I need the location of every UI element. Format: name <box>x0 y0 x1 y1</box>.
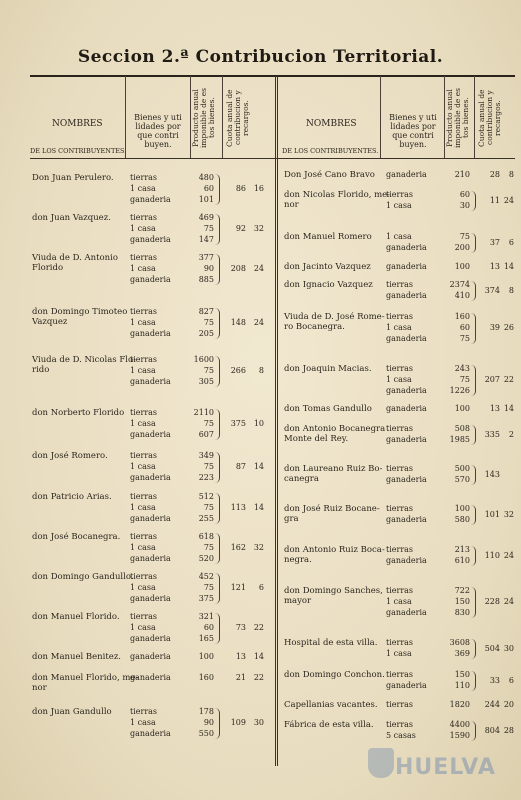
right-property-type: ganaderia <box>386 170 427 179</box>
right-product-value: 60 <box>459 190 470 199</box>
right-property-type: ganaderia <box>386 681 427 690</box>
right-header-contribuyentes: DE LOS CONTRIBUYENTES. <box>282 147 379 155</box>
right-product-value: 243 <box>454 364 470 373</box>
right-property-type: tierras <box>386 504 414 513</box>
right-cuota-maravedis: 14 <box>503 404 514 413</box>
right-header-bienes: Bienes y uti lidades por que contri buyen. <box>389 113 437 149</box>
right-property-type: 1 casa <box>386 597 412 606</box>
right-property-type: ganaderia <box>386 386 427 395</box>
right-contributor-name: don Antonio Ruiz Boca- <box>284 545 385 555</box>
left-contributor-name: don Juan Gandullo <box>32 707 112 717</box>
left-product-value: 60 <box>203 184 214 193</box>
left-product-value: 305 <box>198 377 214 386</box>
left-cuota-reales: 87 <box>235 462 246 471</box>
left-cuota-reales: 113 <box>230 503 246 512</box>
right-property-type: ganaderia <box>386 262 427 271</box>
left-product-value: 512 <box>198 492 214 501</box>
right-cuota-reales: 244 <box>484 700 500 709</box>
right-contributor-name: don Jacinto Vazquez <box>284 262 371 272</box>
left-cuota-reales: 266 <box>230 366 246 375</box>
right-property-type: tierras <box>386 464 414 473</box>
right-product-value: 410 <box>454 291 470 300</box>
right-cuota-maravedis: 2 <box>508 429 514 439</box>
left-brace <box>215 214 220 245</box>
right-property-type: ganaderia <box>386 243 427 252</box>
left-property-type: ganaderia <box>130 594 171 603</box>
right-cuota-reales: 13 <box>489 404 500 413</box>
left-cuota-reales: 109 <box>230 718 246 727</box>
left-header-contribuyentes: DE LOS CONTRIBUYENTES. <box>30 147 127 155</box>
right-product-value: 60 <box>459 323 470 332</box>
left-property-type: tierras <box>130 408 158 417</box>
left-property-type: 1 casa <box>130 224 156 233</box>
left-contributor-name: don Domingo Gandullo. <box>32 572 134 582</box>
right-property-type: tierras <box>386 190 414 199</box>
right-product-value: 570 <box>454 475 470 484</box>
left-cuota-maravedis: 24 <box>253 318 264 327</box>
left-cuota-reales: 121 <box>230 583 246 592</box>
left-product-value: 100 <box>198 652 214 661</box>
right-cuota-reales: 110 <box>484 550 500 560</box>
left-cuota-reales: 375 <box>230 419 246 428</box>
right-product-value: 30 <box>459 201 470 210</box>
right-cuota-reales: 143 <box>484 469 500 479</box>
left-cuota-maravedis: 30 <box>253 718 264 727</box>
right-property-type: tierras <box>386 280 414 289</box>
right-property-type: tierras <box>386 545 414 554</box>
left-product-value: 349 <box>198 451 214 460</box>
right-contributor-name: don Tomas Gandullo <box>284 404 372 414</box>
right-header-cuota: Cuota anual de contribucion y recargos. <box>477 89 502 147</box>
right-product-value: 610 <box>454 556 470 565</box>
right-product-value: 110 <box>454 681 470 690</box>
left-cuota-maravedis: 8 <box>258 366 264 375</box>
right-property-type: ganaderia <box>386 435 427 444</box>
left-property-type: 1 casa <box>130 184 156 193</box>
left-property-type: ganaderia <box>130 195 171 204</box>
right-property-type: ganaderia <box>386 404 427 413</box>
right-cuota-reales: 39 <box>489 323 500 332</box>
header-top-rule <box>30 75 515 77</box>
left-property-type: ganaderia <box>130 473 171 482</box>
left-product-value: 1600 <box>193 355 214 364</box>
right-property-type: tierras <box>386 312 414 321</box>
right-cuota-maravedis: 26 <box>503 323 514 332</box>
right-product-value: 1820 <box>449 700 470 709</box>
right-sep-2 <box>444 76 445 158</box>
left-product-value: 223 <box>198 473 214 482</box>
left-property-type: tierras <box>130 451 158 460</box>
center-divider <box>275 76 278 766</box>
right-property-type: 1 casa <box>386 649 412 658</box>
left-sep-1 <box>125 76 126 158</box>
left-cuota-maravedis: 16 <box>253 184 264 193</box>
right-property-type: tierras <box>386 364 414 373</box>
right-cuota-maravedis: 24 <box>503 597 514 606</box>
left-property-type: ganaderia <box>130 329 171 338</box>
left-product-value: 885 <box>198 275 214 284</box>
left-brace <box>215 308 220 339</box>
right-cuota-maravedis: 8 <box>508 170 514 179</box>
left-cuota-reales: 13 <box>235 652 246 661</box>
left-product-value: 469 <box>198 213 214 222</box>
left-property-type: tierras <box>130 173 158 182</box>
right-property-type: ganaderia <box>386 515 427 524</box>
right-product-value: 1226 <box>449 386 470 395</box>
left-product-value: 550 <box>198 729 214 738</box>
left-product-value: 60 <box>203 623 214 632</box>
right-cuota-reales: 374 <box>484 285 500 295</box>
right-contributor-name: don Ignacio Vazquez <box>284 280 373 290</box>
right-contributor-name: don Domingo Conchon. <box>284 670 385 680</box>
right-product-value: 213 <box>454 545 470 554</box>
right-sep-1 <box>380 76 381 158</box>
left-property-type: 1 casa <box>130 264 156 273</box>
left-product-value: 321 <box>198 612 214 621</box>
left-brace <box>215 708 220 739</box>
right-property-type: ganaderia <box>386 608 427 617</box>
left-product-value: 607 <box>198 430 214 439</box>
left-product-value: 75 <box>203 366 214 375</box>
left-property-type: 1 casa <box>130 462 156 471</box>
right-cuota-reales: 11 <box>489 195 500 205</box>
left-property-type: ganaderia <box>130 377 171 386</box>
left-property-type: tierras <box>130 707 158 716</box>
left-brace <box>215 409 220 440</box>
right-cuota-maravedis: 30 <box>503 643 514 653</box>
left-product-value: 452 <box>198 572 214 581</box>
right-cuota-reales: 28 <box>489 170 500 179</box>
left-header-nombres: NOMBRES <box>52 119 103 129</box>
right-cuota-reales: 335 <box>484 429 500 439</box>
right-product-value: 75 <box>459 232 470 241</box>
right-property-type: 5 casas <box>386 731 416 740</box>
left-header-bienes: Bienes y uti lidades por que contri buyen. <box>134 113 182 149</box>
right-property-type: ganaderia <box>386 556 427 565</box>
right-product-value: 75 <box>459 334 470 343</box>
left-cuota-maravedis: 6 <box>258 583 264 592</box>
right-cuota-reales: 33 <box>489 675 500 685</box>
left-property-type: tierras <box>130 492 158 501</box>
right-cuota-maravedis: 24 <box>503 550 514 560</box>
left-brace <box>215 493 220 524</box>
right-cuota-reales: 13 <box>489 262 500 271</box>
left-product-value: 2110 <box>193 408 214 417</box>
left-property-type: ganaderia <box>130 275 171 284</box>
right-property-type: 1 casa <box>386 201 412 210</box>
right-cuota-maravedis: 20 <box>503 700 514 709</box>
left-brace <box>215 174 220 205</box>
left-cuota-maravedis: 14 <box>253 652 264 661</box>
right-contributor-name: gra <box>284 514 299 524</box>
left-contributor-name: Florido <box>32 263 64 273</box>
left-property-type: tierras <box>130 612 158 621</box>
left-sep-2 <box>190 76 191 158</box>
left-brace <box>215 356 220 387</box>
left-product-value: 520 <box>198 554 214 563</box>
right-product-value: 508 <box>454 424 470 433</box>
right-product-value: 1590 <box>449 731 470 740</box>
left-contributor-name: don José Romero. <box>32 451 108 461</box>
left-product-value: 160 <box>198 673 214 682</box>
right-header-nombres: NOMBRES <box>306 119 357 129</box>
left-contributor-name: Viuda de D. Antonio <box>32 253 118 263</box>
left-cuota-maravedis: 10 <box>253 419 264 428</box>
left-cuota-reales: 208 <box>230 264 246 273</box>
left-brace <box>215 533 220 564</box>
right-cuota-maravedis: 24 <box>503 195 514 205</box>
left-cuota-maravedis: 24 <box>253 264 264 273</box>
left-property-type: tierras <box>130 572 158 581</box>
left-cuota-maravedis: 14 <box>253 462 264 471</box>
left-brace <box>215 613 220 644</box>
right-product-value: 200 <box>454 243 470 252</box>
right-contributor-name: nor <box>284 200 299 210</box>
right-cuota-maravedis: 14 <box>503 262 514 271</box>
library-seal-icon <box>368 748 394 778</box>
right-cuota-maravedis: 8 <box>508 285 514 295</box>
right-contributor-name: don Domingo Sanches, <box>284 586 383 596</box>
right-contributor-name: Hospital de esta villa. <box>284 638 378 648</box>
left-sep-3 <box>222 76 223 158</box>
left-product-value: 101 <box>198 195 214 204</box>
right-contributor-name: Viuda de D. José Rome- <box>284 312 385 322</box>
left-product-value: 75 <box>203 583 214 592</box>
right-contributor-name: ro Bocanegra. <box>284 322 345 332</box>
left-product-value: 90 <box>203 264 214 273</box>
left-brace <box>215 573 220 604</box>
right-product-value: 500 <box>454 464 470 473</box>
right-cuota-reales: 228 <box>484 597 500 606</box>
left-brace <box>215 254 220 285</box>
left-property-type: 1 casa <box>130 583 156 592</box>
left-cuota-maravedis: 32 <box>253 224 264 233</box>
left-cuota-maravedis: 22 <box>253 623 264 632</box>
left-product-value: 480 <box>198 173 214 182</box>
library-watermark: HUELVA <box>395 755 496 780</box>
left-header-producto: Producto anual imponible de es tos bienes. <box>191 88 216 148</box>
left-property-type: ganaderia <box>130 235 171 244</box>
right-product-value: 150 <box>454 597 470 606</box>
right-contributor-name: Fábrica de esta villa. <box>284 720 374 730</box>
left-property-type: 1 casa <box>130 366 156 375</box>
left-property-type: ganaderia <box>130 514 171 523</box>
right-property-type: tierras <box>386 670 414 679</box>
left-contributor-name: don Domingo Timoteo <box>32 307 128 317</box>
right-property-type: ganaderia <box>386 291 427 300</box>
left-property-type: ganaderia <box>130 652 171 661</box>
left-property-type: ganaderia <box>130 430 171 439</box>
left-cuota-reales: 162 <box>230 543 246 552</box>
right-product-value: 100 <box>454 504 470 513</box>
right-cuota-maravedis: 6 <box>508 675 514 685</box>
right-property-type: ganaderia <box>386 334 427 343</box>
right-property-type: ganaderia <box>386 475 427 484</box>
left-property-type: ganaderia <box>130 673 171 682</box>
right-contributor-name: negra. <box>284 555 312 565</box>
left-cuota-reales: 92 <box>235 224 246 233</box>
right-property-type: 1 casa <box>386 375 412 384</box>
right-cuota-reales: 804 <box>484 725 500 735</box>
header-bottom-rule <box>30 158 515 159</box>
left-contributor-name: Don Juan Perulero. <box>32 173 114 183</box>
right-product-value: 150 <box>454 670 470 679</box>
right-product-value: 580 <box>454 515 470 524</box>
left-product-value: 618 <box>198 532 214 541</box>
left-contributor-name: Vazquez <box>32 317 68 327</box>
right-contributor-name: don Joaquin Macias. <box>284 364 372 374</box>
left-property-type: tierras <box>130 307 158 316</box>
right-contributor-name: don José Ruiz Bocane- <box>284 504 380 514</box>
right-property-type: tierras <box>386 424 414 433</box>
left-property-type: 1 casa <box>130 543 156 552</box>
left-product-value: 375 <box>198 594 214 603</box>
right-property-type: 1 casa <box>386 232 412 241</box>
right-contributor-name: Monte del Rey. <box>284 434 349 444</box>
left-property-type: tierras <box>130 213 158 222</box>
right-property-type: tierras <box>386 586 414 595</box>
left-contributor-name: nor <box>32 683 47 693</box>
left-property-type: 1 casa <box>130 718 156 727</box>
left-cuota-maravedis: 32 <box>253 543 264 552</box>
right-property-type: tierras <box>386 700 414 709</box>
left-product-value: 75 <box>203 462 214 471</box>
right-contributor-name: mayor <box>284 596 312 606</box>
right-product-value: 1985 <box>449 435 470 444</box>
right-contributor-name: don Manuel Romero <box>284 232 372 242</box>
left-brace <box>215 452 220 483</box>
left-property-type: 1 casa <box>130 503 156 512</box>
left-product-value: 75 <box>203 224 214 233</box>
page-title: Seccion 2.ª Contribucion Territorial. <box>77 47 444 67</box>
right-property-type: tierras <box>386 638 414 647</box>
left-product-value: 377 <box>198 253 214 262</box>
left-product-value: 827 <box>198 307 214 316</box>
right-product-value: 100 <box>454 262 470 271</box>
right-cuota-reales: 504 <box>484 643 500 653</box>
left-property-type: 1 casa <box>130 318 156 327</box>
left-property-type: tierras <box>130 355 158 364</box>
right-product-value: 100 <box>454 404 470 413</box>
left-contributor-name: rido <box>32 365 50 375</box>
right-product-value: 369 <box>454 649 470 658</box>
left-property-type: ganaderia <box>130 729 171 738</box>
left-product-value: 75 <box>203 543 214 552</box>
left-product-value: 75 <box>203 419 214 428</box>
left-contributor-name: don Manuel Florido, me- <box>32 673 139 683</box>
right-contributor-name: canegra <box>284 474 319 484</box>
left-contributor-name: don José Bocanegra. <box>32 532 121 542</box>
right-cuota-maravedis: 32 <box>503 509 514 519</box>
right-property-type: tierras <box>386 720 414 729</box>
right-cuota-reales: 101 <box>484 509 500 519</box>
left-product-value: 205 <box>198 329 214 338</box>
right-cuota-maravedis: 6 <box>508 237 514 247</box>
right-header-producto: Producto anual imponible de es tos bienes. <box>445 88 470 148</box>
left-product-value: 75 <box>203 503 214 512</box>
left-contributor-name: don Norberto Florido <box>32 408 125 418</box>
right-cuota-reales: 37 <box>489 237 500 247</box>
right-product-value: 4400 <box>449 720 470 729</box>
left-product-value: 147 <box>198 235 214 244</box>
left-cuota-maravedis: 22 <box>253 673 264 682</box>
left-cuota-reales: 148 <box>230 318 246 327</box>
left-property-type: tierras <box>130 253 158 262</box>
left-property-type: 1 casa <box>130 419 156 428</box>
left-property-type: 1 casa <box>130 623 156 632</box>
right-cuota-reales: 207 <box>484 375 500 384</box>
left-property-type: tierras <box>130 532 158 541</box>
left-contributor-name: don Patricio Arias. <box>32 492 112 502</box>
right-product-value: 210 <box>454 170 470 179</box>
right-product-value: 830 <box>454 608 470 617</box>
right-contributor-name: don Nicolas Florido, me- <box>284 190 391 200</box>
left-product-value: 255 <box>198 514 214 523</box>
right-sep-3 <box>474 76 475 158</box>
right-contributor-name: don Antonio Bocanegra <box>284 424 386 434</box>
left-cuota-maravedis: 14 <box>253 503 264 512</box>
right-product-value: 160 <box>454 312 470 321</box>
right-product-value: 722 <box>454 586 470 595</box>
left-contributor-name: don Juan Vazquez. <box>32 213 111 223</box>
left-product-value: 75 <box>203 318 214 327</box>
right-contributor-name: Capellanias vacantes. <box>284 700 378 710</box>
left-cuota-reales: 73 <box>235 623 246 632</box>
right-product-value: 2374 <box>449 280 470 289</box>
left-product-value: 90 <box>203 718 214 727</box>
left-property-type: ganaderia <box>130 634 171 643</box>
left-contributor-name: don Manuel Benitez. <box>32 652 122 662</box>
right-product-value: 75 <box>459 375 470 384</box>
left-property-type: ganaderia <box>130 554 171 563</box>
left-cuota-reales: 21 <box>235 673 246 682</box>
left-product-value: 165 <box>198 634 214 643</box>
right-contributor-name: don Laureano Ruiz Bo- <box>284 464 383 474</box>
right-cuota-maravedis: 22 <box>503 375 514 384</box>
right-property-type: 1 casa <box>386 323 412 332</box>
left-contributor-name: Viuda de D. Nicolas Flo- <box>32 355 136 365</box>
right-cuota-maravedis: 28 <box>503 725 514 735</box>
right-contributor-name: Don José Cano Bravo <box>284 170 375 180</box>
left-cuota-reales: 86 <box>235 184 246 193</box>
left-product-value: 178 <box>198 707 214 716</box>
left-header-cuota: Cuota anual de contribucion y recargos. <box>225 89 250 147</box>
right-product-value: 3608 <box>449 638 470 647</box>
left-contributor-name: don Manuel Florido. <box>32 612 120 622</box>
